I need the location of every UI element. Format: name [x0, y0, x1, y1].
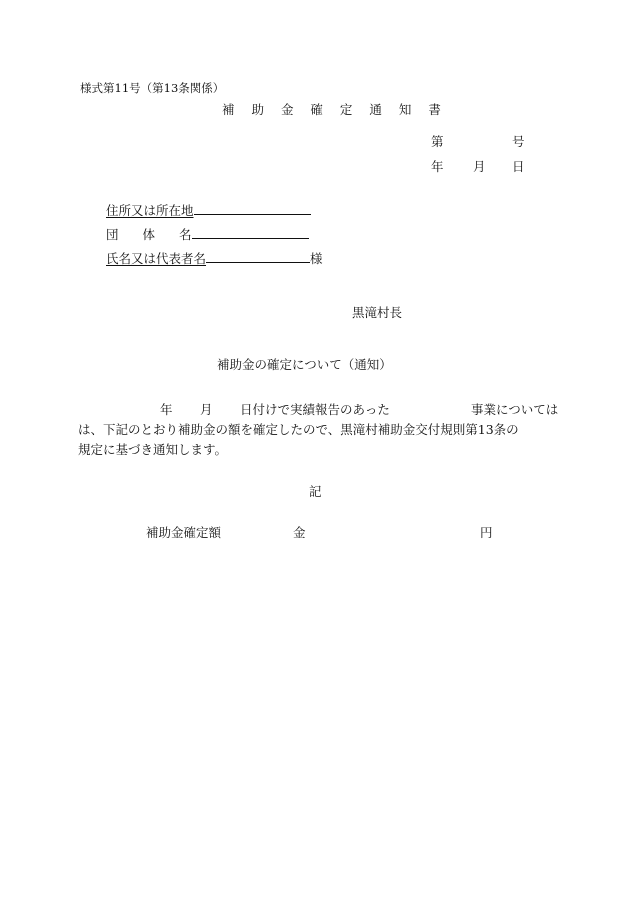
amount-label: 補助金確定額: [146, 525, 222, 540]
body-date-text: 日付けで実績報告のあった: [240, 402, 390, 417]
body-year: 年: [160, 402, 173, 417]
amount-yen: 円: [480, 525, 493, 540]
date-year: 年: [431, 159, 444, 174]
document-title: 補 助 金 確 定 通 知 書: [222, 102, 448, 117]
amount-row: [146, 525, 506, 541]
amount-kin: 金: [293, 525, 306, 540]
name-row: [106, 249, 323, 273]
body-line-3-text: 規定に基づき通知します。: [78, 442, 228, 457]
ki-heading: 記: [309, 484, 322, 499]
number-go: 号: [512, 134, 525, 149]
date-day: 日: [512, 159, 525, 174]
recipient-block: [106, 201, 323, 273]
body-line-1: [78, 400, 560, 420]
body-line-2-text: は、下記のとおり補助金の額を確定したので、黒滝村補助金交付規則第13条の: [78, 422, 519, 437]
organization-label: [106, 227, 192, 243]
name-field-line: [206, 249, 310, 263]
org-char-1: 団: [106, 227, 119, 242]
honorific: 様: [310, 251, 323, 266]
organization-field-line: [192, 225, 309, 239]
number-dai: 第: [431, 134, 444, 149]
subject-line: 補助金の確定について（通知）: [217, 357, 392, 372]
body-paragraph: [78, 400, 560, 460]
form-number: 様式第11号（第13条関係）: [80, 81, 225, 95]
date-month: 月: [473, 159, 486, 174]
org-char-2: 体: [142, 227, 156, 242]
sender-name: 黒滝村長: [352, 305, 403, 320]
organization-row: [106, 225, 323, 249]
name-label: 氏名又は代表者名: [106, 251, 207, 266]
body-month: 月: [200, 402, 213, 417]
address-field-line: [194, 201, 311, 215]
address-row: [106, 201, 323, 225]
body-line-2: [78, 420, 560, 440]
body-line-3: [78, 440, 560, 460]
body-project-text: 事業については: [471, 402, 559, 417]
org-char-3: 名: [179, 227, 192, 242]
address-label: 住所又は所在地: [106, 203, 194, 218]
